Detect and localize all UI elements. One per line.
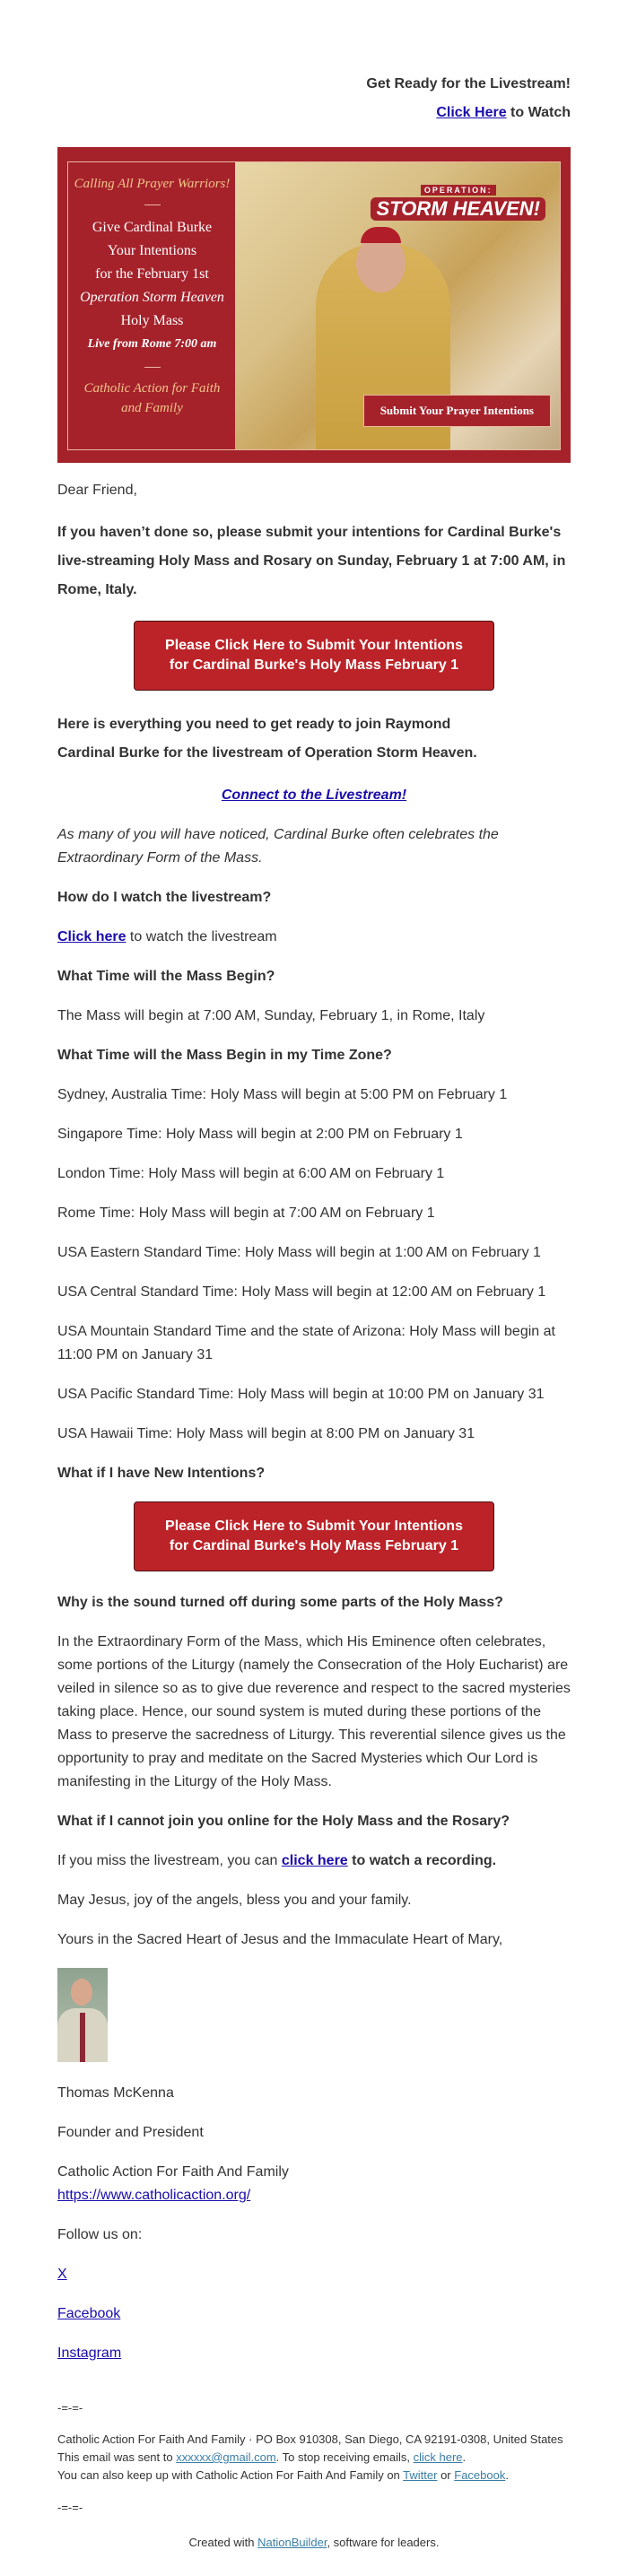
- greeting: Dear Friend,: [57, 483, 137, 498]
- watch-suffix: to Watch: [506, 105, 571, 120]
- follow-label: Follow us on:: [57, 2227, 143, 2242]
- signature-org: Catholic Action For Faith And Family: [57, 2164, 289, 2180]
- created-suffix: , software for leaders.: [327, 2536, 440, 2549]
- watch-link[interactable]: Click Here: [436, 105, 507, 120]
- question-new: What if I have New Intentions?: [57, 1466, 266, 1481]
- banner-calling: Calling All Prayer Warriors!: [74, 177, 231, 191]
- banner-org: Catholic Action for Faith and Family: [83, 381, 221, 415]
- zone-time: USA Central Standard Time: Holy Mass will begin at 12:00 AM on February 1: [57, 1284, 546, 1300]
- watch-livestream-link[interactable]: Click here: [57, 929, 126, 944]
- connect-livestream-link[interactable]: Connect to the Livestream!: [221, 788, 407, 803]
- miss-prefix: If you miss the livestream, you can: [57, 1853, 282, 1868]
- miss-suffix: to watch a recording.: [347, 1853, 497, 1868]
- storm-heaven-logo: [371, 181, 545, 221]
- unsubscribe-link[interactable]: click here: [413, 2450, 463, 2464]
- period: .: [462, 2450, 467, 2464]
- footer-address: Catholic Action For Faith And Family · PO Box 910308, San Diego, CA 92191-0308, United States: [57, 2432, 563, 2446]
- banner-image[interactable]: [57, 147, 571, 463]
- stop-text: . To stop receiving emails,: [275, 2450, 414, 2464]
- recording-link[interactable]: click here: [281, 1853, 348, 1868]
- facebook-link[interactable]: Facebook: [454, 2468, 506, 2482]
- created-with: [57, 2536, 571, 2549]
- submit-intentions-button-2[interactable]: [134, 1501, 494, 1571]
- zone-time: USA Hawaii Time: Holy Mass will begin at 8:00 PM on January 31: [57, 1426, 475, 1441]
- submit-intentions-button[interactable]: [134, 621, 494, 691]
- closing: Yours in the Sacred Heart of Jesus and the Immaculate Heart of Mary,: [57, 1932, 503, 1947]
- email-body: [57, 0, 571, 2576]
- website-link[interactable]: https://www.catholicaction.org/: [57, 2188, 251, 2203]
- button-line2: for Cardinal Burke's Holy Mass February 1: [169, 657, 459, 673]
- separator: -=-=-: [57, 2401, 83, 2415]
- created-prefix: Created with: [188, 2536, 258, 2549]
- button-line1: Please Click Here to Submit Your Intentions: [165, 638, 463, 653]
- signature-title: Founder and President: [57, 2125, 204, 2140]
- period: .: [505, 2468, 509, 2482]
- logo-big: STORM HEAVEN!: [371, 197, 545, 221]
- banner-line: Your Intentions: [107, 243, 197, 258]
- signature-name: Thomas McKenna: [57, 2085, 174, 2101]
- question-zone: What Time will the Mass Begin in my Time Zone?: [57, 1048, 392, 1063]
- or-text: or: [437, 2468, 455, 2482]
- keep-up-text: You can also keep up with Catholic Action For Faith And Family on: [57, 2468, 404, 2482]
- zone-time: USA Pacific Standard Time: Holy Mass will begin at 10:00 PM on January 31: [57, 1387, 545, 1402]
- question-sound: Why is the sound turned off during some parts of the Holy Mass?: [57, 1595, 503, 1610]
- button-line1: Please Click Here to Submit Your Intentions: [165, 1519, 463, 1534]
- banner-live: Live from Rome 7:00 am: [87, 337, 217, 351]
- zone-time: London Time: Holy Mass will begin at 6:00 AM on February 1: [57, 1166, 445, 1181]
- banner-cta: Submit Your Prayer Intentions: [363, 395, 551, 427]
- zone-time: Singapore Time: Holy Mass will begin at 2:00 PM on February 1: [57, 1127, 463, 1142]
- sound-answer: In the Extraordinary Form of the Mass, which His Eminence often celebrates, some portions of the Liturgy (namely the Consecration of the Holy Eucharist) are veiled in silence so as to give due reverence and respect to the sacred mysteries taking place. Hence, our sound system is muted during these portions of the Mass to preserve the sacredness of Liturgy. This reverential silence gives us the opportunity to pray and meditate on the Sacred Mysteries which Our Lord is manifesting in the Liturgy of the Holy Mass.: [57, 1634, 571, 1789]
- time-answer: The Mass will begin at 7:00 AM, Sunday, February 1, in Rome, Italy: [57, 1008, 485, 1023]
- logo-small: OPERATION:: [421, 185, 496, 196]
- ready-text: Here is everything you need to get ready to join Raymond Cardinal Burke for the livestream of Operation Storm Heaven.: [57, 717, 477, 761]
- footer: [57, 2431, 571, 2485]
- question-time: What Time will the Mass Begin?: [57, 969, 275, 984]
- blessing: May Jesus, joy of the angels, bless you and your family.: [57, 1893, 412, 1908]
- zone-time: Sydney, Australia Time: Holy Mass will begin at 5:00 PM on February 1: [57, 1087, 508, 1102]
- banner-line: for the February 1st: [95, 266, 209, 282]
- social-instagram-link[interactable]: Instagram: [57, 2345, 122, 2361]
- banner-text: [74, 174, 231, 418]
- banner-line: Operation Storm Heaven: [80, 290, 224, 305]
- zone-time: Rome Time: Holy Mass will begin at 7:00 AM on February 1: [57, 1205, 435, 1221]
- banner-line: Holy Mass: [120, 313, 184, 328]
- button-line2: for Cardinal Burke's Holy Mass February 1: [169, 1538, 459, 1553]
- email-link[interactable]: xxxxxx@gmail.com: [176, 2450, 276, 2464]
- intro: If you haven’t done so, please submit your intentions for Cardinal Burke's live-streaming Holy Mass and Rosary on Sunday, February 1 at 7:00 AM, in Rome, Italy.: [57, 525, 566, 597]
- header-title: Get Ready for the Livestream!: [366, 76, 571, 91]
- zone-time: USA Mountain Standard Time and the state of Arizona: Holy Mass will begin at 11:00 PM on January 31: [57, 1324, 555, 1362]
- zone-time: USA Eastern Standard Time: Holy Mass will begin at 1:00 AM on February 1: [57, 1245, 541, 1260]
- sent-prefix: This email was sent to: [57, 2450, 177, 2464]
- question-miss: What if I cannot join you online for the Holy Mass and the Rosary?: [57, 1814, 510, 1829]
- banner-line: Give Cardinal Burke: [92, 220, 213, 235]
- question-watch: How do I watch the livestream?: [57, 890, 272, 905]
- twitter-link[interactable]: Twitter: [403, 2468, 438, 2482]
- social-x-link[interactable]: X: [57, 2267, 67, 2282]
- social-facebook-link[interactable]: Facebook: [57, 2306, 121, 2321]
- header: [57, 70, 571, 127]
- noticed-text: As many of you will have noticed, Cardinal Burke often celebrates the Extraordinary Form of the Mass.: [57, 827, 499, 866]
- signature-photo: [57, 1968, 108, 2062]
- watch-text: to watch the livestream: [126, 929, 277, 944]
- separator: -=-=-: [57, 2501, 83, 2514]
- nationbuilder-link[interactable]: NationBuilder: [257, 2536, 327, 2549]
